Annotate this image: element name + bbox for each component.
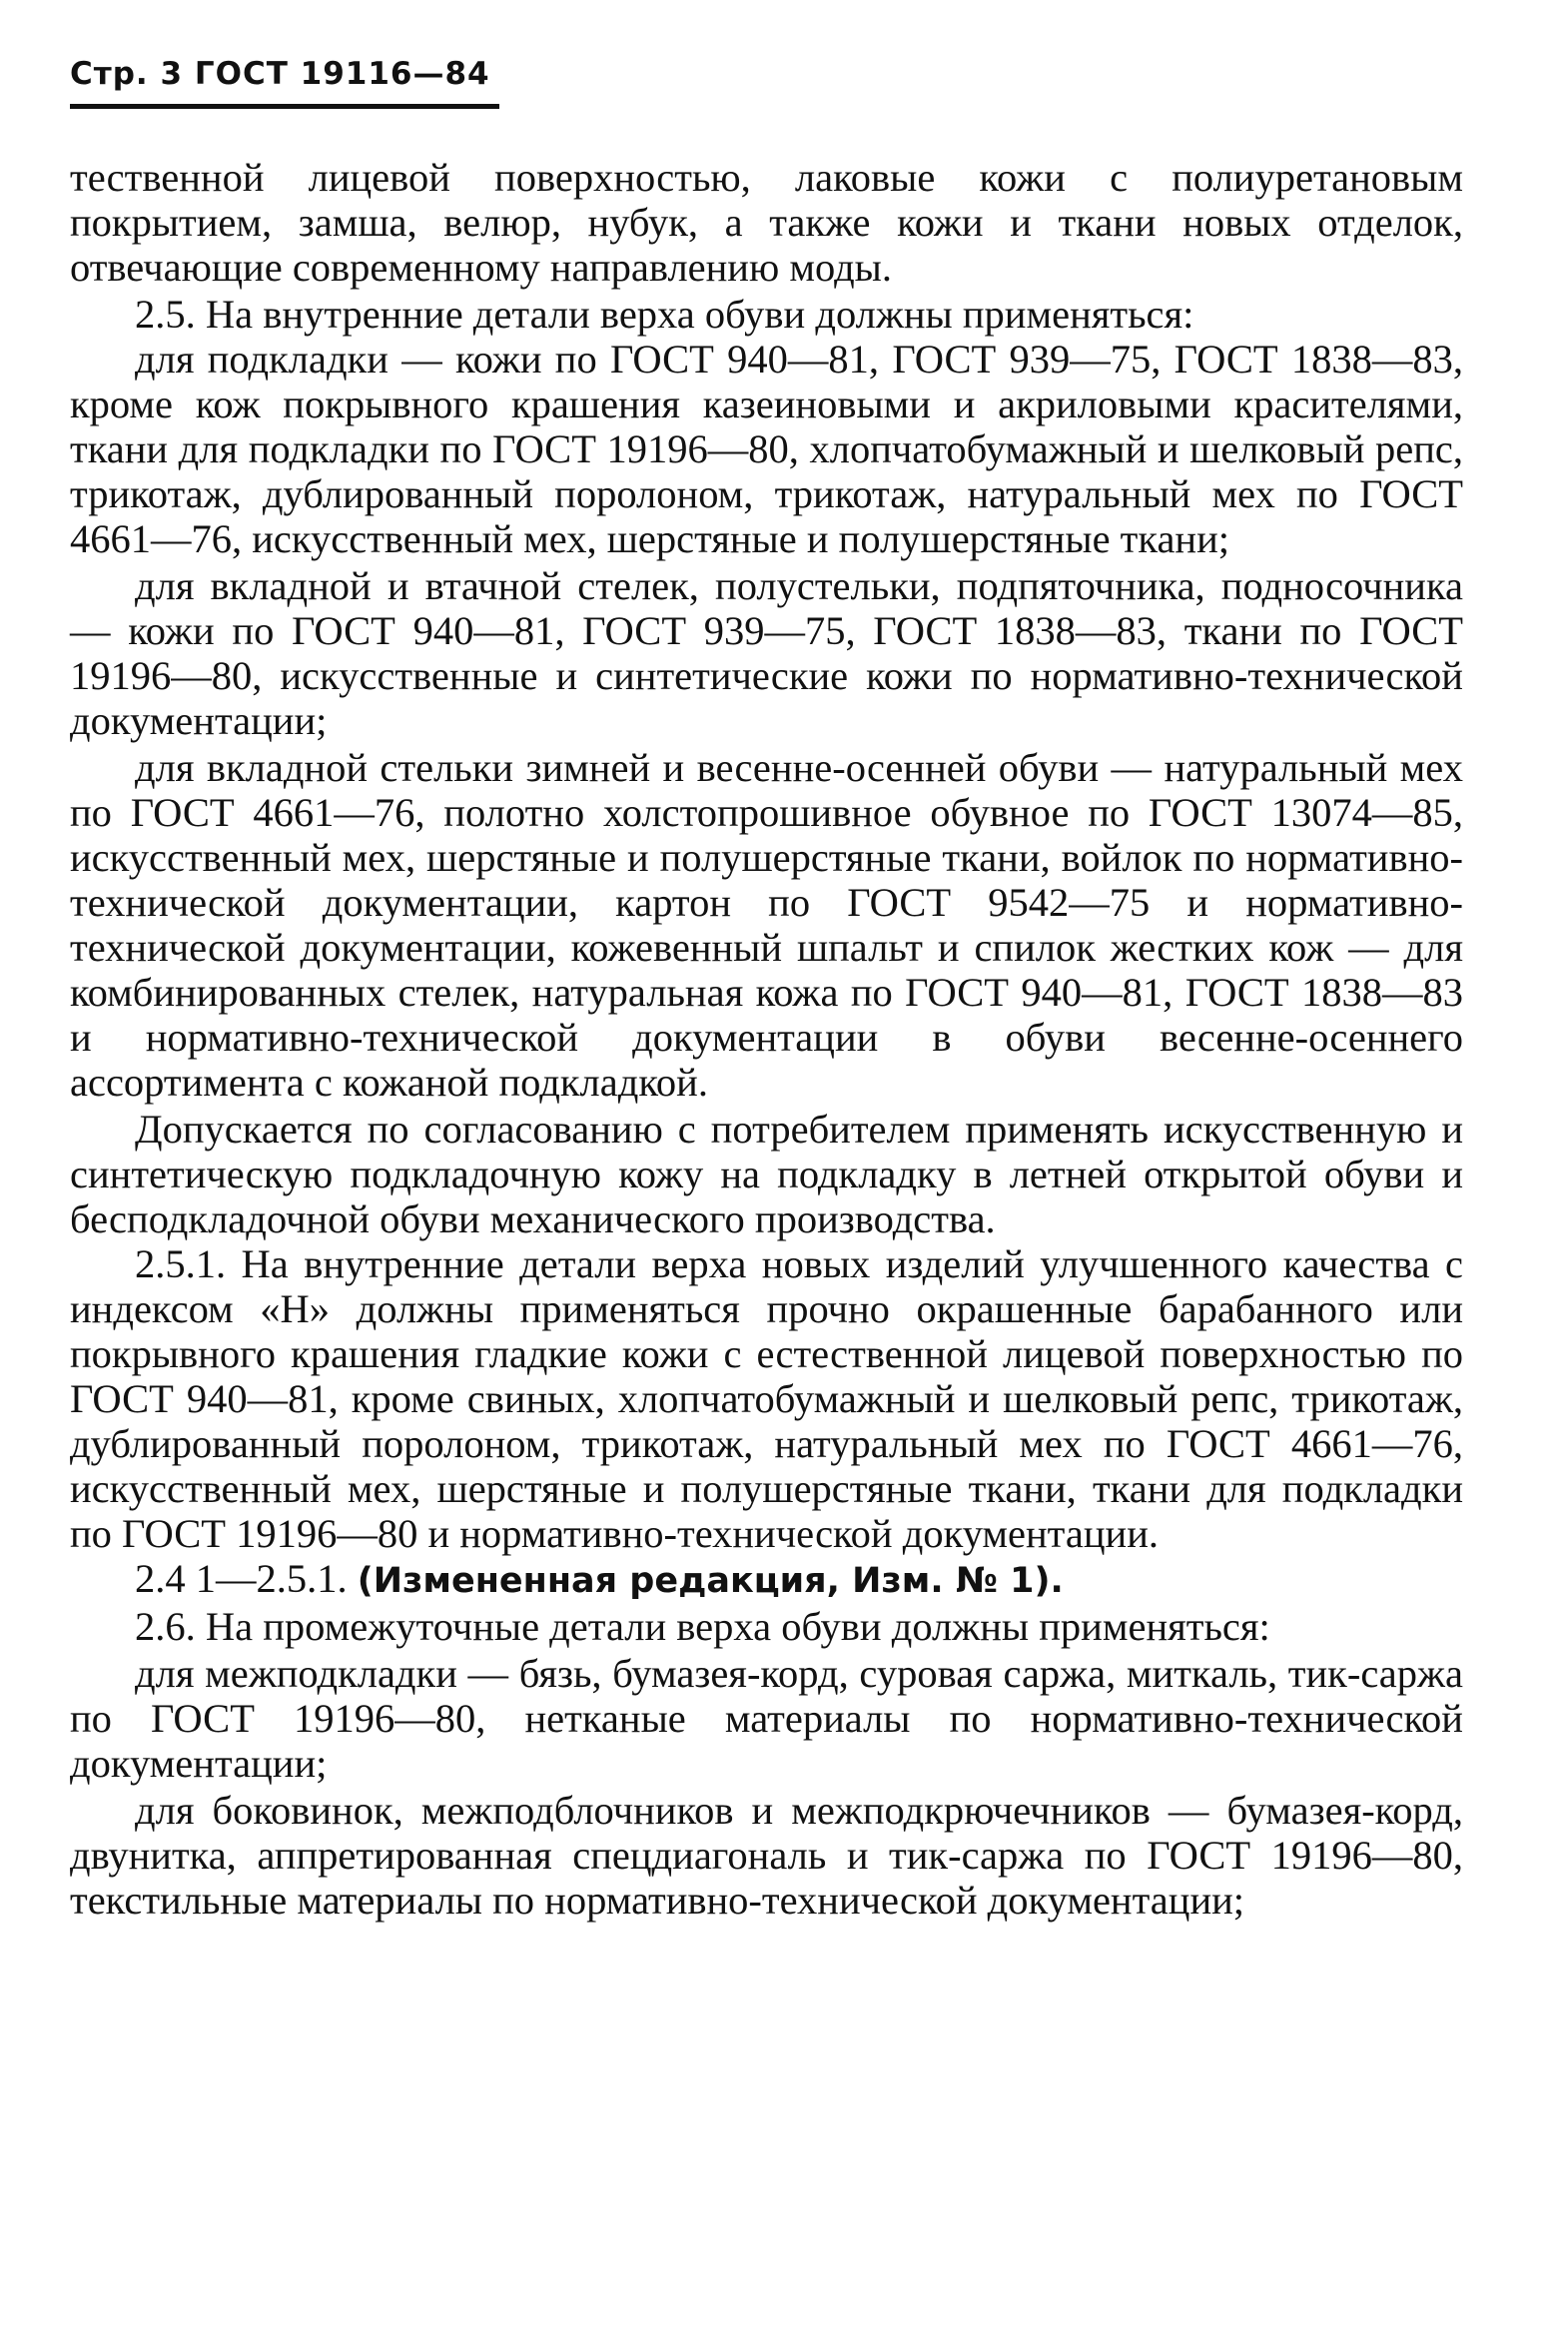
- amendment-prefix: 2.4 1—2.5.1.: [135, 1556, 358, 1601]
- paragraph-amendment: [70, 1556, 1463, 1604]
- paragraph-2-6: 2.6. На промежуточные детали верха обуви должны применяться:: [135, 1604, 1270, 1649]
- paragraph-2-5: 2.5. На внутренние детали верха обуви должны применяться:: [135, 292, 1194, 337]
- paragraph-continuation: тественной лицевой поверхностью, лаковые кожи с полиуретановым покрытием, замша, велюр, нубук, а также кожи и ткани новых отделок, отвечающие современному направлению моды.: [70, 155, 1463, 290]
- paragraph-2-5-1: 2.5.1. На внутренние детали верха новых изделий улучшенного качества с индексом «Н» должны применяться прочно окрашенные барабанного или покрывного крашения гладкие кожи с естественной лицевой поверхностью по ГОСТ 940—81, кроме свиных, хлопчатобумажный и шелковый репс, трикотаж, дублированный поролоном, трикотаж, натуральный мех по ГОСТ 4661—76, искусственный мех, шерстяные и полушерстяные ткани, ткани для подкладки по ГОСТ 19196—80 и нормативно-технической документации.: [70, 1241, 1463, 1556]
- paragraph-side-pieces: для боковинок, межподблочников и межподкрючечников — бумазея-корд, двунитка, аппретированная спецдиагональ и тик-саржа по ГОСТ 19196—80, текстильные материалы по нормативно-технической документации;: [70, 1788, 1463, 1923]
- amendment-note: (Измененная редакция, Изм. № 1).: [357, 1561, 1064, 1601]
- paragraph-lining: для подкладки — кожи по ГОСТ 940—81, ГОСТ 939—75, ГОСТ 1838—83, кроме кож покрывного крашения казеиновыми и акриловыми красителями, ткани для подкладки по ГОСТ 19196—80, хлопчатобумажный и шелковый репс, трикотаж, дублированный поролоном, трикотаж, натуральный мех по ГОСТ 4661—76, искусственный мех, шерстяные и полушерстяные ткани;: [70, 337, 1463, 561]
- header-rule: [70, 104, 499, 109]
- paragraph-permission: Допускается по согласованию с потребителем применять искусственную и синтетическую подкладочную кожу на подкладку в летней открытой обуви и бесподкладочной обуви механического производства.: [70, 1107, 1463, 1241]
- paragraph-interlining: для межподкладки — бязь, бумазея-корд, суровая саржа, миткаль, тик-саржа по ГОСТ 19196—80, нетканые материалы по нормативно-технической документации;: [70, 1651, 1463, 1786]
- document-body: [70, 155, 1463, 1923]
- paragraph-winter-insole: для вкладной стельки зимней и весенне-осенней обуви — натуральный мех по ГОСТ 4661—76, полотно холстопрошивное обувное по ГОСТ 13074—85, искусственный мех, шерстяные и полушерстяные ткани, войлок по нормативно-технической документации, картон по ГОСТ 9542—75 и нормативно-технической документации, кожевенный шпальт и спилок жестких кож — для комбинированных стелек, натуральная кожа по ГОСТ 940—81, ГОСТ 1838—83 и нормативно-технической документации в обуви весенне-осеннего ассортимента с кожаной подкладкой.: [70, 745, 1463, 1105]
- paragraph-insole: для вкладной и втачной стелек, полустельки, подпяточника, подносочника — кожи по ГОСТ 940—81, ГОСТ 939—75, ГОСТ 1838—83, ткани по ГОСТ 19196—80, искусственные и синтетические кожи по нормативно-технической документации;: [70, 563, 1463, 743]
- page-header: Стр. 3 ГОСТ 19116—84: [70, 56, 490, 92]
